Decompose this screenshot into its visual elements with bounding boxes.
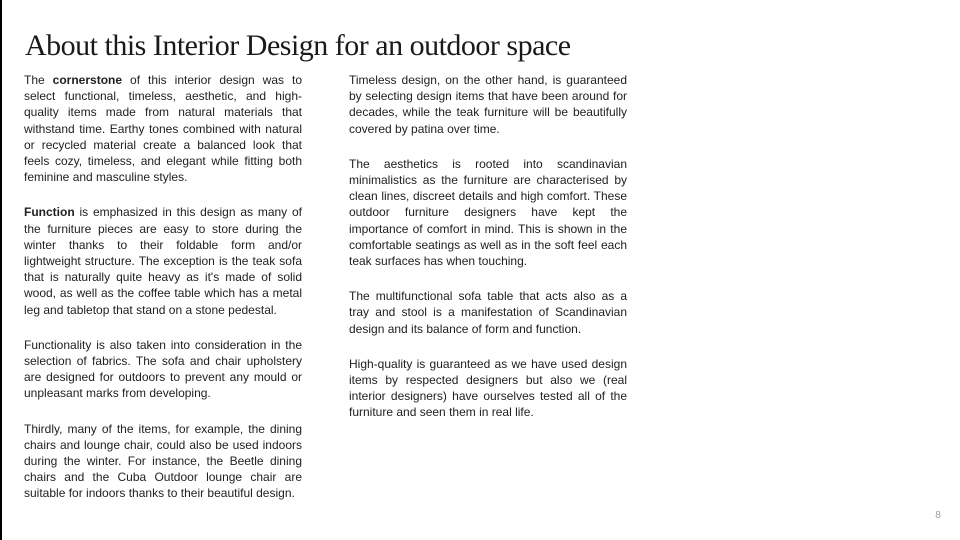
page-number: 8	[935, 510, 941, 521]
text-segment: Timeless design, on the other hand, is guaranteed by selecting design items that have been around for decades, while the teak furniture will be beautifully covered by patina over time.	[349, 73, 627, 136]
bold-text-segment: Function	[24, 205, 75, 220]
text-segment: High-quality is guaranteed as we have used design items by respected designers but also we (real interior designers) have ourselves tested all of the furniture and seen them in real life.	[349, 356, 627, 420]
text-segment: is emphasized in this design as many of the furniture pieces are easy to store during the winter thanks to their foldable form and/or lightweight structure. The exception is the teak sofa that is naturally quite heavy as it's made of solid wood, as well as the coffee table which has a metal leg and tabletop that stand on a stone pedestal.	[24, 205, 302, 317]
slide-title: About this Interior Design for an outdoor space	[25, 29, 571, 63]
body-paragraph	[349, 156, 627, 269]
text-segment: The	[24, 73, 53, 87]
body-paragraph	[349, 356, 627, 421]
body-columns	[24, 72, 627, 521]
text-column-2	[349, 72, 627, 521]
body-paragraph	[349, 288, 627, 337]
text-segment: Thirdly, many of the items, for example, the dining chairs and lounge chair, could also be used indoors during the winter. For instance, the Beetle dining chairs and the Cuba Outdoor lounge chair are suitable for indoors thanks to their beautiful design.	[24, 421, 302, 501]
text-segment: The aesthetics is rooted into scandinavian minimalistics as the furniture are characterised by clean lines, discreet details and high comfort. These outdoor furniture designers have kept the importance of comfort in mind. This is shown in the comfortable seatings as well as in the soft feel each teak surfaces has when touching.	[349, 156, 627, 269]
text-segment: Functionality is also taken into consideration in the selection of fabrics. The sofa and chair upholstery are designed for outdoors to prevent any mould or unpleasant marks from developing.	[24, 337, 302, 401]
text-column-1	[24, 72, 302, 521]
body-paragraph	[24, 204, 302, 317]
bold-text-segment: cornerstone	[52, 73, 123, 87]
text-segment: of this interior design was to select functional, timeless, aesthetic, and high-quality items made from natural materials that withstand time. Earthy tones combined with natural or recycled material create a balanced look that feels cozy, timeless, and elegant while fitting both feminine and masculine styles.	[24, 73, 303, 185]
body-paragraph	[24, 72, 302, 185]
left-edge-bar	[0, 0, 2, 540]
body-paragraph	[24, 337, 302, 402]
body-paragraph	[24, 421, 302, 502]
body-paragraph	[349, 72, 627, 137]
text-segment: The multifunctional sofa table that acts also as a tray and stool is a manifestation of Scandinavian design and its balance of form and function.	[349, 289, 627, 336]
